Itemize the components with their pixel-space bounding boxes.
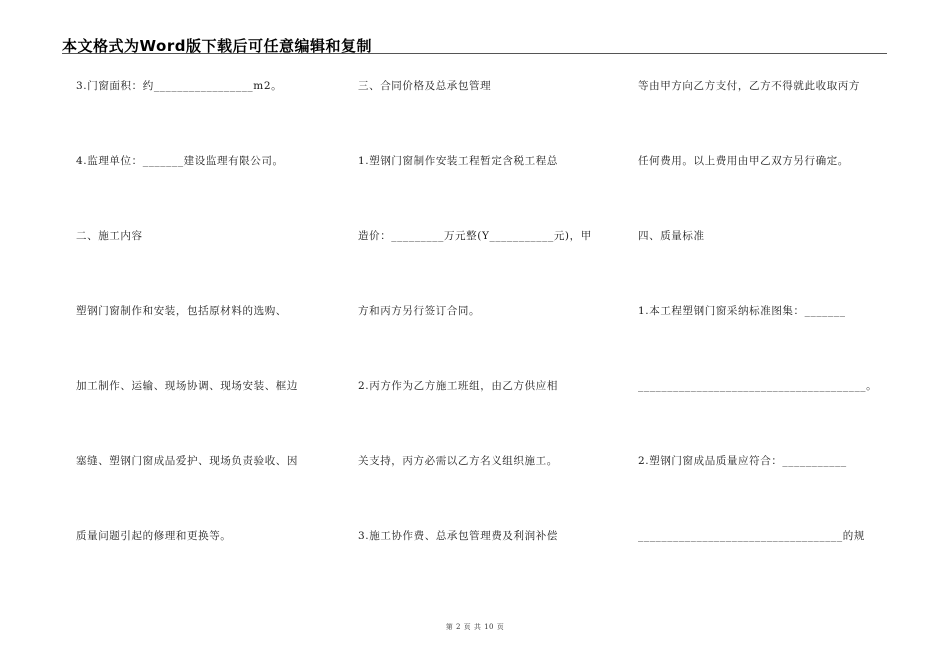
- section-heading: 四、质量标准: [638, 230, 705, 242]
- page-number: 第 2 页 共 10 页: [445, 623, 505, 631]
- text-line: _______________________________________。: [638, 380, 878, 392]
- text-line: 加工制作、运输、现场协调、现场安装、框边: [76, 380, 298, 392]
- text-line: ___________________________________的规: [638, 530, 865, 542]
- section-heading: 二、施工内容: [76, 230, 143, 242]
- text-line: 质量问题引起的修理和更换等。: [76, 530, 232, 542]
- text-line: 3.施工协作费、总承包管理费及利润补偿: [358, 530, 558, 542]
- document-header-title: 本文格式为Word版下载后可任意编辑和复制: [62, 37, 372, 55]
- text-line: 3.门窗面积：约_________________m2。: [76, 80, 283, 92]
- text-line: 1.本工程塑钢门窗采纳标准图集：_______: [638, 305, 846, 317]
- text-line: 4.监理单位：_______建设监理有限公司。: [76, 155, 284, 167]
- text-line: 等由甲方向乙方支付，乙方不得就此收取丙方: [638, 80, 860, 92]
- text-line: 方和丙方另行签订合同。: [358, 305, 481, 317]
- text-line: 1.塑钢门窗制作安装工程暂定含税工程总: [358, 155, 558, 167]
- header-divider: [62, 53, 887, 54]
- text-line: 2.塑钢门窗成品质量应符合：___________: [638, 455, 847, 467]
- text-line: 塞缝、塑钢门窗成品爱护、现场负责验收、因: [76, 455, 298, 467]
- text-line: 任何费用。以上费用由甲乙双方另行确定。: [638, 155, 849, 167]
- section-heading: 三、合同价格及总承包管理: [358, 80, 492, 92]
- text-line: 关支持，丙方必需以乙方名义组织施工。: [358, 455, 558, 467]
- text-line: 塑钢门窗制作和安装，包括原材料的选购、: [76, 305, 287, 317]
- text-line: 2.丙方作为乙方施工班组，由乙方供应相: [358, 380, 558, 392]
- text-line: 造价：_________万元整(Y___________元)，甲: [358, 230, 592, 242]
